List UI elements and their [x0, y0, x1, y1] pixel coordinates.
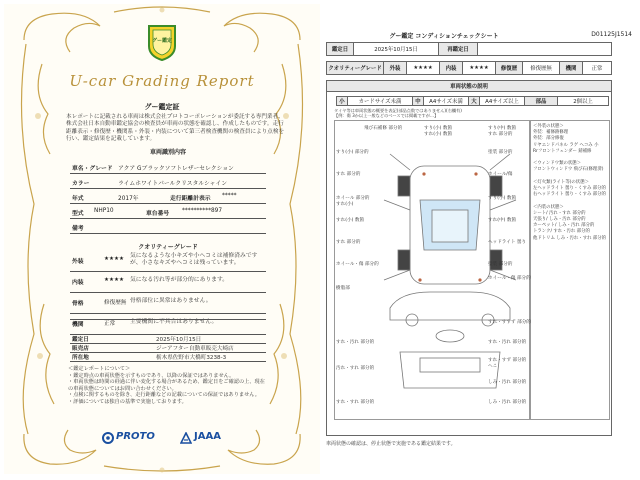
quality-desc: 主要機関に不具合はありません。 [130, 319, 218, 325]
diagram-label: ホイール/傷 [488, 172, 513, 177]
dealer-value: ジーアフター自動車販売大崎店 [156, 346, 234, 352]
vehicle-model-label: 車名・グレード [72, 166, 113, 172]
legend-medium: 中 [412, 96, 424, 106]
diagram-label: ホイール・傷 部分的 [488, 276, 531, 281]
note-line: ・車両状態は時間の経過に伴い変化する場合があるため、鑑定日をご確認の上、現在の車両状態についてはお問い合わせください。 [68, 379, 265, 392]
sheet-engine-value: 正常 [582, 61, 612, 75]
quality-stars: ★★★★ [104, 277, 125, 283]
sheet-interior-label: 内装 [439, 61, 463, 75]
vehicle-type-row [70, 204, 266, 219]
vehicle-mileage-label: 走行距離計表示 [170, 196, 211, 202]
vehicle-color-value: ライムホワイトパールクリスタルシャイン [118, 181, 228, 187]
condition-notes: ＜外装の状態＞ 外装：補修跡修理 外装：部分修復 リヤエンドパネル ラゲ ヘコみ 小 Rrフロントフェンダー 錆補修 ＜ウィンドウ類の状態＞ フロントウィンドウ 飛び石(修理済) ＜灯火類(ライト等)の状態＞ 左ヘッドライト 曇り・くすみ 部分的 右ヘッドライト 曇り・くすみ 部分的 ＜内装の状態＞ シート/ 汚れ・すれ 部分的 天張り/ しみ・汚れ 部分的 カーペット/ しみ・汚れ 部分的 トランク/ すれ・汚れ 部分的 他ドトリム しみ・汚れ・すれ 部分的 [533, 124, 607, 241]
quality-desc: 気になる汚れ等が部分的にあります。 [130, 277, 229, 283]
sheet-appraisal-date-label: 鑑定日 [326, 42, 354, 56]
grading-certificate [4, 4, 320, 474]
quality-desc: 気になるような小キズや小へコミは補修済みですが、小さなキズやヘコミは残っています。 [130, 253, 258, 266]
diagram-label: すり(小) 数箇 [488, 196, 517, 201]
report-notes [68, 366, 268, 406]
sheet-footer-note: 車両状態の確認は、停止状態で実施である鑑定結果です。 [326, 441, 456, 447]
note-line: ・点検に関するものを除き、走行距離などの記載についての保証ではありません。 [68, 392, 260, 399]
diagram-label: ヘッドライト 曇り [488, 240, 527, 245]
diagram-label: 塗装 部分的 [488, 262, 513, 267]
note-line: ＜鑑定レポートについて＞ [68, 366, 131, 372]
diagram-label: ホイール・傷 部分的 [336, 262, 379, 267]
diagram-label: しみ・汚れ 部分的 [488, 380, 527, 385]
sheet-interior-stars: ★★★★ [462, 61, 496, 75]
address-row [70, 353, 266, 362]
legend-parts-label: 部品 [524, 96, 558, 106]
diagram-label: すれ・汚れ 部分的 [488, 340, 527, 345]
sheet-quality-label: クオリティーグレード [326, 61, 384, 75]
sheet-exterior-label: 外装 [383, 61, 407, 75]
proto-logo: PROTO [116, 431, 155, 442]
legend-large-desc: A4サイズ以上 [479, 96, 525, 106]
quality-label: 骨格 [72, 301, 84, 307]
appraisal-date-value: 2025年10月15日 [156, 337, 202, 343]
vehicle-remarks-label: 備考 [72, 226, 84, 232]
vehicle-year-value: 2017年 [118, 196, 139, 202]
sheet-exterior-stars: ★★★★ [406, 61, 440, 75]
sheet-resale-value [477, 42, 612, 56]
diagram-label: すり(小) 数箇 すれ(小) 数箇 [424, 126, 453, 137]
sheet-repair-label: 修復歴 [495, 61, 523, 75]
diagram-label: しみ・汚れ 部分的 [488, 400, 527, 405]
vehicle-remarks-row [70, 219, 266, 234]
quality-label: 機関 [72, 322, 84, 328]
certificate-body-text: 本レポートに記載される車両は株式会社プロトコーポレーションが委託する専門業者、株式会社日本自動車鑑定協会の検査員が車両の状態を確認し、作成したものです。走行距離表示・修復歴・機関系・外装・内装について第三者検査機関の検査員により点検を行い、鑑定結果を記載しています。 [66, 114, 285, 143]
appraisal-date-line [70, 335, 266, 344]
vehicle-model-row [70, 159, 266, 174]
quality-desc: 骨格部位に異常はありません。 [130, 298, 212, 304]
quality-label: 外装 [72, 259, 84, 265]
vehicle-year-label: 年式 [72, 196, 84, 202]
quality-label: 内装 [72, 280, 84, 286]
address-value: 栃木県佐野市大橋町3238-3 [156, 355, 227, 361]
sheet-title: グー鑑定 コンディションチェックシート [389, 33, 499, 40]
inspection-header: 車両識別内容 [149, 149, 186, 156]
note-line: ・評価については独自の基準で実施しております。 [68, 398, 187, 405]
legend-large: 大 [468, 96, 480, 106]
quality-row-exterior [70, 251, 266, 272]
vehicle-color-row [70, 174, 266, 189]
certificate-title: U-car Grading Report [69, 72, 255, 90]
vehicle-chassis-value: **********897 [182, 208, 223, 214]
appraisal-date-label: 鑑定日 [72, 337, 89, 343]
diagram-label: すれ・すれ 部分的 [336, 400, 375, 405]
legend-medium-desc: A4サイズ未満 [423, 96, 469, 106]
diagram-label: すれ・すすず 部分的 [488, 320, 531, 325]
sheet-repair-value: 修復歴無 [522, 61, 560, 75]
diagram-label: すれ・汚れ 部分的 [336, 340, 375, 345]
dealer-label: 販売店 [72, 346, 89, 352]
diagram-label: すれ 部分的 [336, 172, 361, 177]
appraisal-date-row [70, 321, 266, 330]
jaaa-logo: JAAA [194, 431, 221, 442]
diagram-label: 飛び石補修 部分的 [364, 126, 403, 131]
diagram-label: ホイール 部分的 すれ(小) [336, 196, 370, 207]
quality-grade-header: クオリティーグレード [138, 244, 198, 251]
vehicle-type-value: NHP10 [94, 208, 114, 214]
diagram-label: 塗装 部分的 [488, 150, 513, 155]
quality-row-frame [70, 293, 266, 314]
quality-row-interior [70, 272, 266, 293]
sheet-resale-label: 再鑑定日 [438, 42, 478, 56]
quality-value: 正常 [104, 321, 116, 327]
diagram-label: すり(中) 数箇 すれ 部分的 [488, 126, 517, 137]
legend-small: 小 [336, 96, 348, 106]
note-line: ・鑑定時点の車両状態を示すものであり、以降の保証ではありません。 [68, 372, 235, 379]
quality-value: 修復歴無 [104, 300, 127, 306]
emblem-text: グー鑑定 [151, 38, 172, 44]
proto-logo-icon [102, 432, 114, 444]
sheet-engine-label: 機関 [559, 61, 583, 75]
legend-small-desc: カードサイズ未満 [347, 96, 413, 106]
appraisal-date-row [70, 319, 266, 320]
diagram-label: すれ(小) 数箇 [336, 218, 365, 223]
dealer-row [70, 344, 266, 353]
vehicle-year-row [70, 189, 266, 204]
sheet-appraisal-date-value: 2025年10月15日 [353, 42, 439, 56]
state-header: 車両状態の説明 [326, 80, 612, 92]
diagram-label: 汚れ・すれ 部分的 [336, 366, 375, 371]
vehicle-mileage-value: ***** [222, 193, 237, 199]
quality-stars: ★★★★ [104, 256, 125, 262]
vehicle-chassis-label: 車台番号 [146, 211, 170, 217]
certificate-subtitle: グー鑑定証 [144, 103, 180, 111]
vehicle-model-value: アクア Gブラックソフトレザーセレクション [118, 166, 234, 172]
diagram-label: 樹脂部 [336, 286, 350, 291]
diagram-label: すれ 部分的 [336, 240, 361, 245]
jaaa-logo-icon [180, 432, 192, 444]
sheet-doc-id: D01125J1514 [591, 31, 632, 38]
diagram-label: すり(小) 部分的 [336, 150, 369, 155]
diagram-label: すれ・すず 部分的 へこ [488, 358, 527, 369]
legend-parts-value: 2個以上 [557, 96, 609, 106]
vehicle-type-label: 型式 [72, 211, 84, 217]
diagram-label: すれ(中) 数箇 [488, 218, 517, 223]
legend-notes: タイヤ等は車両状態の概要を表記(部品点数ではありません)(右欄有) 【例：傷 3か以上一般などのベースでは掲載ですが…】 [334, 108, 462, 119]
vehicle-color-label: カラー [72, 181, 90, 187]
address-label: 所在地 [72, 355, 89, 361]
car-body-diagram [380, 130, 520, 390]
